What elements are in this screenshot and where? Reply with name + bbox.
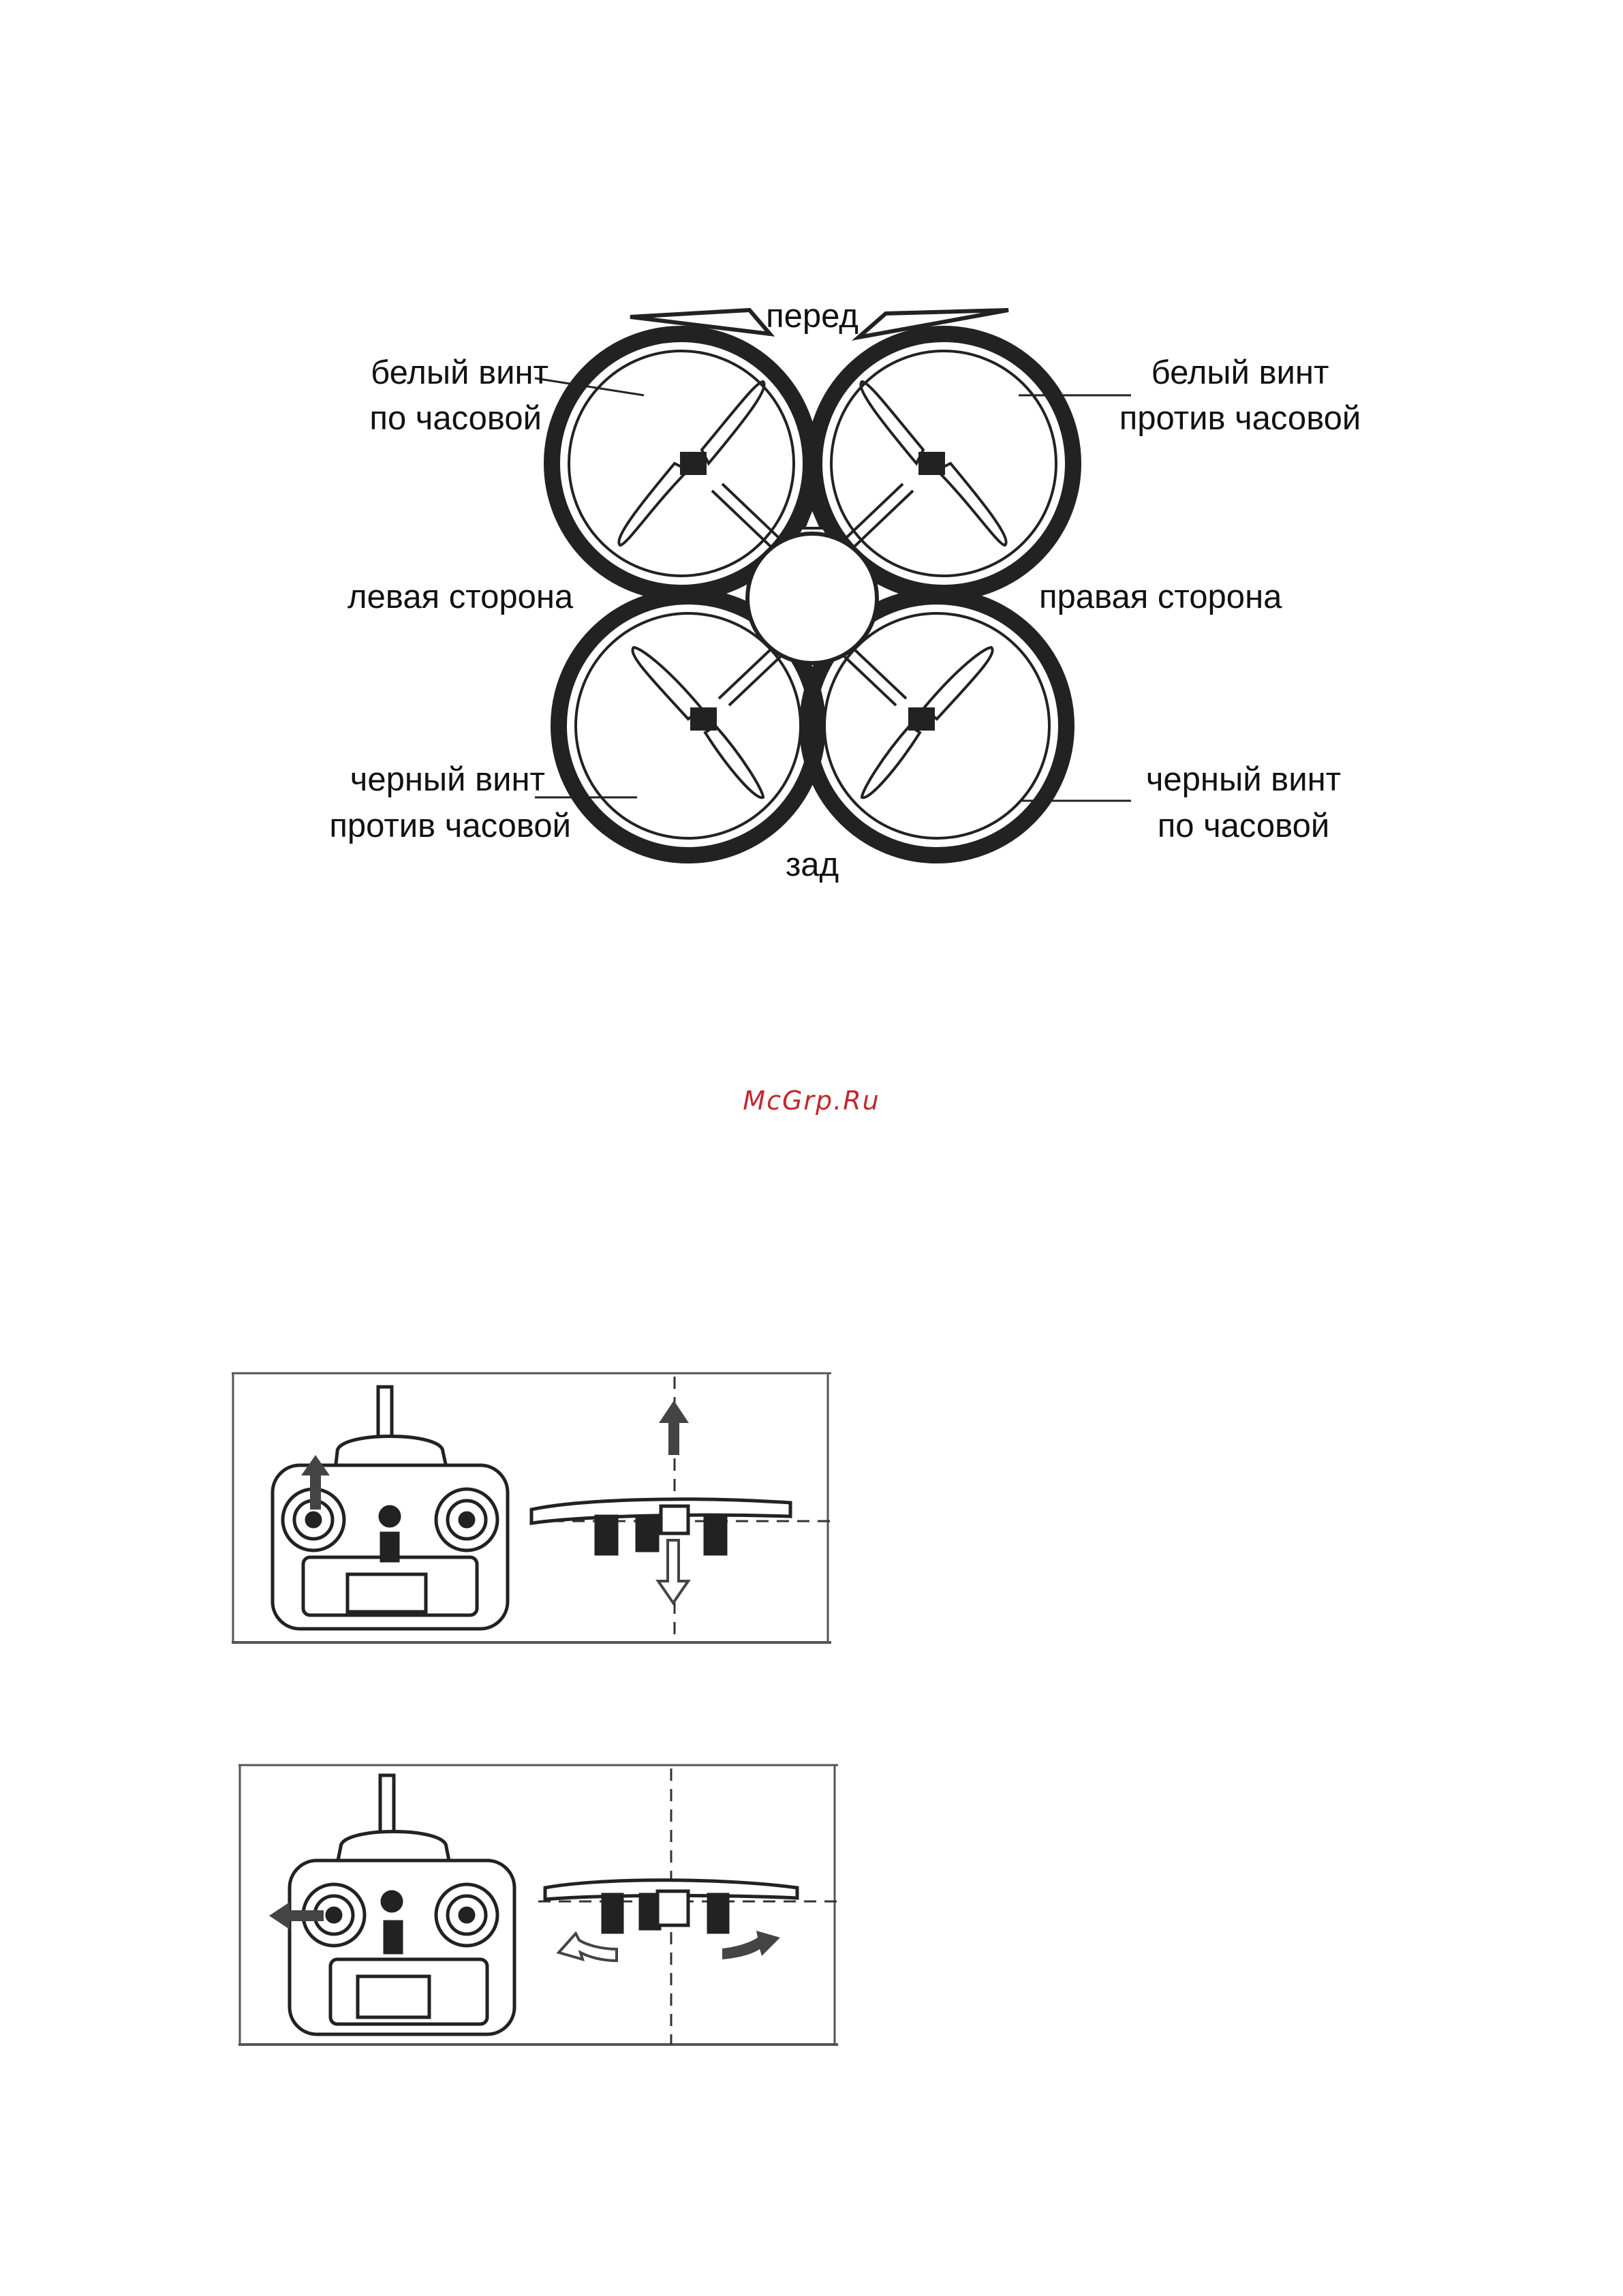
throttle-figure — [225, 1363, 838, 1656]
center-body — [747, 534, 877, 663]
label-front-right-line2: против часовой — [1119, 400, 1361, 437]
drone-side-view — [545, 1880, 797, 1932]
rotate-left-arrow-icon — [559, 1933, 617, 1961]
label-left-side: левая сторона — [347, 579, 574, 615]
yaw-figure — [232, 1755, 845, 2055]
descend-arrow-icon — [658, 1540, 688, 1603]
transmitter — [273, 1387, 508, 1629]
label-rear-left-line1: черный винт — [350, 761, 545, 798]
watermark: McGrp.Ru — [743, 1086, 880, 1116]
label-rear: зад — [785, 846, 839, 883]
label-right-side: правая сторона — [1039, 579, 1282, 615]
drone-side-view — [531, 1499, 790, 1554]
label-rear-left-line2: против часовой — [329, 808, 571, 844]
label-front-left-line2: по часовой — [369, 400, 542, 437]
transmitter — [290, 1775, 514, 2034]
label-rear-right-line2: по часовой — [1157, 808, 1330, 844]
label-front: перед — [766, 298, 859, 335]
label-front-right-line1: белый винт — [1151, 354, 1329, 391]
label-rear-right-line1: черный винт — [1145, 761, 1342, 798]
propeller-rear-left — [632, 647, 763, 797]
quadcopter-diagram — [0, 0, 1623, 954]
propeller-rear-right — [862, 647, 993, 797]
label-front-left-line1: белый винт — [371, 354, 548, 391]
rotate-right-arrow-icon — [722, 1931, 780, 1959]
ascend-arrow-icon — [659, 1400, 689, 1455]
